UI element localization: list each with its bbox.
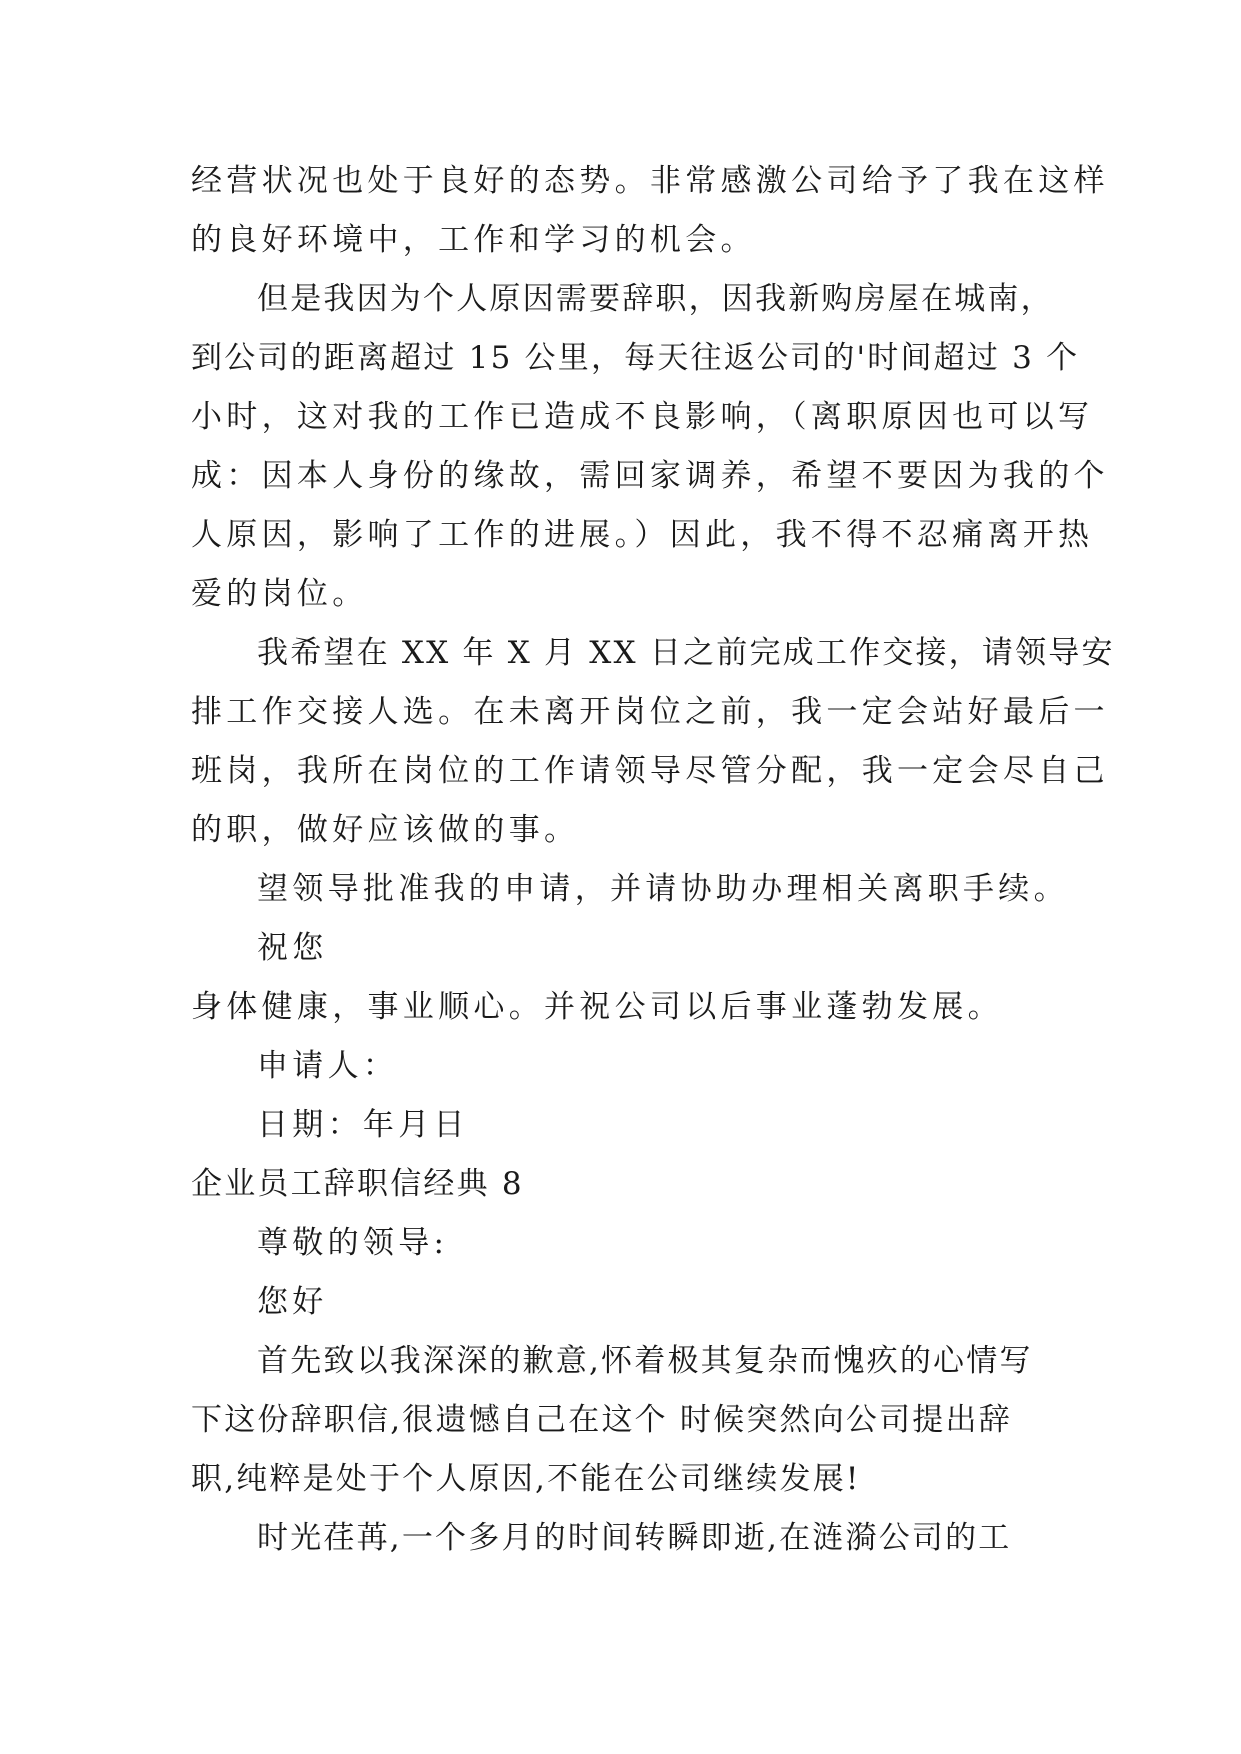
paragraph-line: 我希望在 XX 年 X 月 XX 日之前完成工作交接，请领导安 [257,635,1115,671]
paragraph-line: 的良好环境中，工作和学习的机会。 [191,222,756,258]
paragraph-line: 经营状况也处于良好的态势。非常感激公司给予了我在这样 [191,163,1109,199]
paragraph-line: 班岗，我所在岗位的工作请领导尽管分配，我一定会尽自己 [191,753,1109,789]
letter-body [191,152,1115,1568]
paragraph-line: 职,纯粹是处于个人原因,不能在公司继续发展! [191,1461,861,1497]
paragraph-line: 爱的岗位。 [191,576,368,612]
closing-wishes: 身体健康，事业顺心。并祝公司以后事业蓬勃发展。 [191,989,1003,1025]
paragraph-line: 时光荏苒,一个多月的时间转瞬即逝,在涟漪公司的工 [257,1520,1012,1556]
section-heading: 企业员工辞职信经典 8 [191,1166,524,1202]
letter-hello: 您好 [257,1284,328,1320]
paragraph-line: 望领导批准我的申请，并请协助办理相关离职手续。 [257,871,1069,907]
paragraph-line: 小时，这对我的工作已造成不良影响，（离职原因也可以写 [191,399,1094,435]
paragraph-line: 到公司的距离超过 15 公里，每天往返公司的'时间超过 3 个 [191,340,1080,376]
closing-salutation: 祝您 [257,930,328,966]
paragraph-line: 人原因，影响了工作的进展。）因此，我不得不忍痛离开热 [191,517,1094,553]
letter-greeting: 尊敬的领导: [257,1225,449,1261]
paragraph-line: 排工作交接人选。在未离开岗位之前，我一定会站好最后一 [191,694,1109,730]
paragraph-line: 下这份辞职信,很遗憾自己在这个 时候突然向公司提出辞 [191,1402,1012,1438]
paragraph-line: 的职，做好应该做的事。 [191,812,580,848]
paragraph-line: 成：因本人身份的缘故，需回家调养，希望不要因为我的个 [191,458,1109,494]
applicant-label: 申请人： [257,1048,399,1084]
paragraph-line: 但是我因为个人原因需要辞职，因我新购房屋在城南， [257,281,1054,317]
date-label: 日期：年月日 [257,1107,469,1143]
paragraph-line: 首先致以我深深的歉意,怀着极其复杂而愧疚的心情写 [257,1343,1033,1379]
